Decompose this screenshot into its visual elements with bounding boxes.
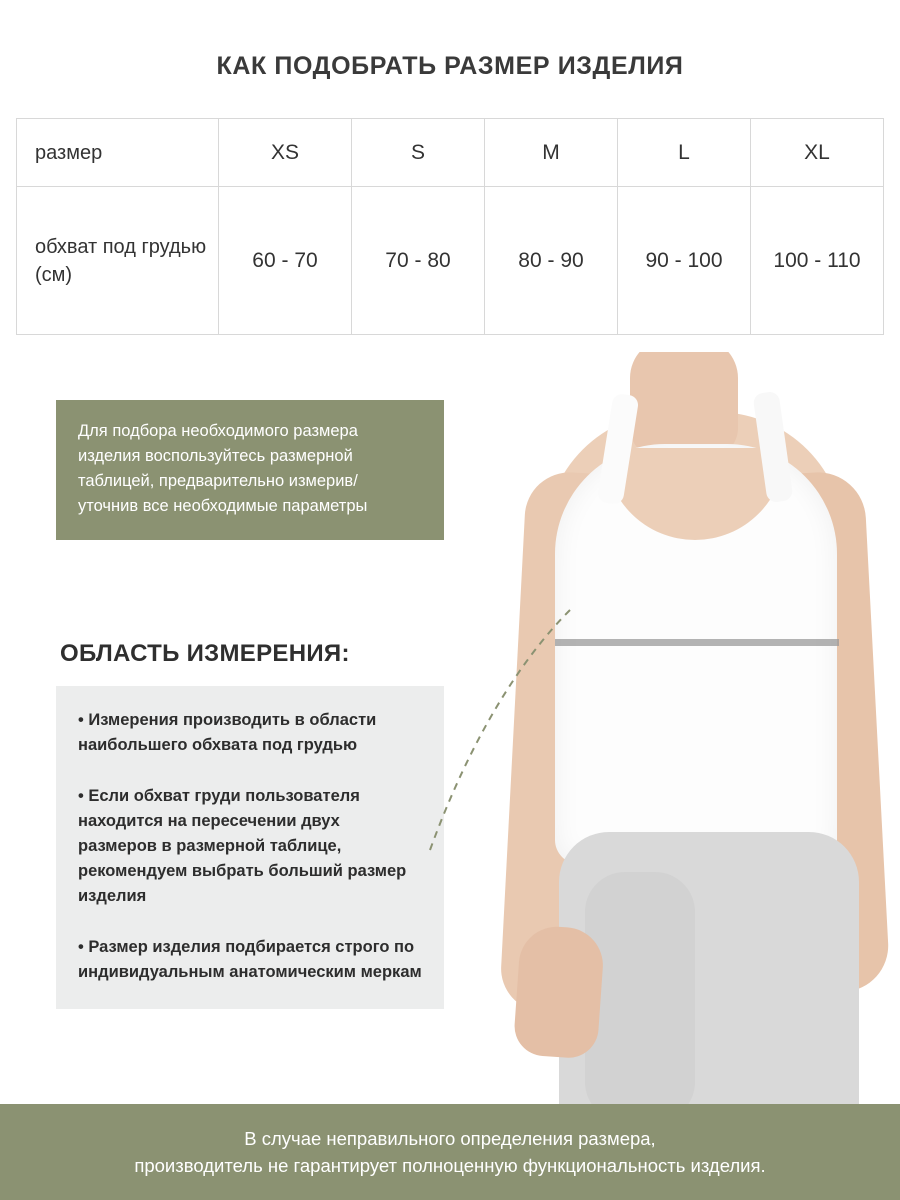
- measurement-area-heading: ОБЛАСТЬ ИЗМЕРЕНИЯ:: [60, 640, 350, 667]
- header-size-xs: XS: [219, 119, 352, 187]
- table-row: [17, 187, 884, 335]
- header-size-m: M: [485, 119, 618, 187]
- page-title: КАК ПОДОБРАТЬ РАЗМЕР ИЗДЕЛИЯ: [216, 52, 684, 80]
- model-neck: [630, 352, 738, 458]
- measurement-bullets-box: [56, 686, 444, 1009]
- value-xs: 60 - 70: [219, 187, 352, 335]
- header-size-l: L: [618, 119, 751, 187]
- value-xl: 100 - 110: [751, 187, 884, 335]
- footer-line-1: В случае неправильного определения размера,: [244, 1128, 656, 1149]
- header-label-cell: размер: [17, 119, 219, 187]
- table-header-row: [17, 119, 884, 187]
- row-label-underbust: обхват под грудью (см): [17, 187, 219, 335]
- header-size-s: S: [352, 119, 485, 187]
- value-s: 70 - 80: [352, 187, 485, 335]
- header-size-xl: XL: [751, 119, 884, 187]
- bullet-item-3: • Размер изделия подбирается строго по индивидуальным анатомическим меркам: [78, 938, 422, 981]
- model-left-hand: [513, 924, 606, 1060]
- size-chart-table: [16, 118, 884, 335]
- value-m: 80 - 90: [485, 187, 618, 335]
- value-l: 90 - 100: [618, 187, 751, 335]
- size-selection-note: Для подбора необходимого размера изделия воспользуйтесь размерной таблицей, предварительно измерив/ уточнив все необходимые параметры: [56, 400, 444, 540]
- model-photo: [455, 352, 900, 1104]
- footer-warning-banner: [0, 1104, 900, 1200]
- bullet-item-2: • Если обхват груди пользователя находится на пересечении двух размеров в размерной таблице, рекомендуем выбрать больший размер изделия: [78, 787, 407, 905]
- underbust-measure-line: [555, 639, 839, 646]
- bullet-item-1: • Измерения производить в области наибольшего обхвата под грудью: [78, 711, 377, 754]
- footer-line-2: производитель не гарантирует полноценную функциональность изделия.: [134, 1155, 766, 1176]
- leggings-shading: [585, 872, 695, 1104]
